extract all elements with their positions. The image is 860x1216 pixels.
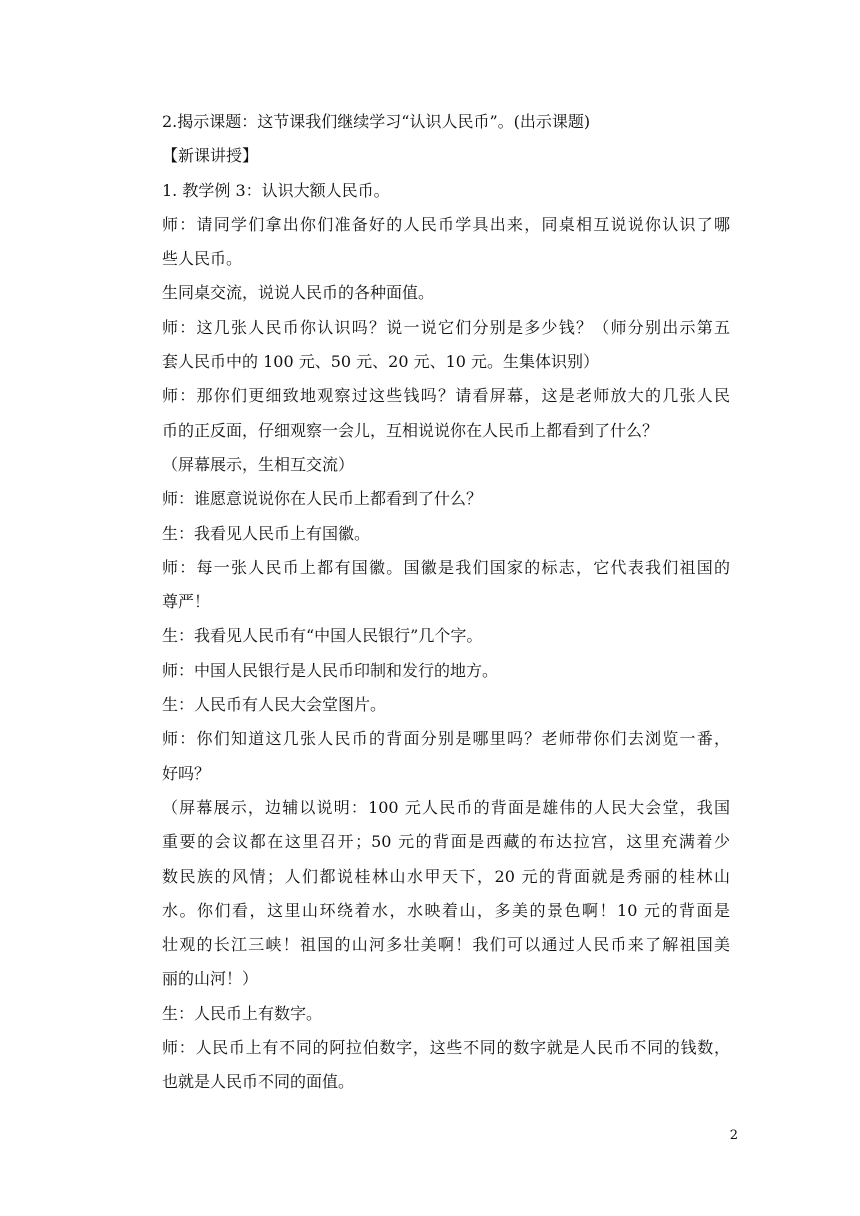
text-line: 水。你们看，这里山环绕着水，水映着山，多美的景色啊！10 元的背面是 [162,900,730,920]
text-line: 生：我看见人民币上有国徽。 [162,523,371,543]
text-line: 1. 教学例 3：认识大额人民币。 [162,180,390,200]
text-line: 尊严！ [162,592,211,612]
document-body [162,105,730,1100]
text-line: 丽的山河！） [162,969,259,989]
text-line: 也就是人民币不同的面值。 [162,1072,355,1092]
text-line: 师：人民币上有不同的阿拉伯数字，这些不同的数字就是人民币不同的钱数， [162,1038,730,1058]
text-line: 师：谁愿意说说你在人民币上都看到了什么？ [162,489,483,509]
text-line: 壮观的长江三峡！祖国的山河多壮美啊！我们可以通过人民币来了解祖国美 [162,935,730,955]
section-heading: 【新课讲授】 [162,146,259,166]
text-line: 生：我看见人民币有“中国人民银行”几个字。 [162,626,483,646]
text-line: 些人民币。 [162,249,243,269]
text-line: 生同桌交流，说说人民币的各种面值。 [162,283,435,303]
page-number: 2 [729,1128,738,1143]
text-line: 生：人民币有人民大会堂图片。 [162,695,387,715]
text-line: （屏幕展示，生相互交流） [162,454,355,474]
text-line: 好吗？ [162,763,211,783]
text-line: 重要的会议都在这里召开；50 元的背面是西藏的布达拉宫，这里充满着少 [162,832,730,852]
text-line: 师：每一张人民币上都有国徽。国徽是我们国家的标志，它代表我们祖国的 [162,557,730,577]
text-line: 生：人民币上有数字。 [162,1003,323,1023]
text-line: 师：那你们更细致地观察过这些钱吗？请看屏幕，这是老师放大的几张人民 [162,386,730,406]
text-line: 师：你们知道这几张人民币的背面分别是哪里吗？老师带你们去浏览一番， [162,729,730,749]
text-line: 币的正反面，仔细观察一会儿，互相说说你在人民币上都看到了什么？ [162,420,659,440]
text-line: （屏幕展示，边辅以说明：100 元人民币的背面是雄伟的人民大会堂，我国 [162,797,730,817]
text-line: 2.揭示课题：这节课我们继续学习“认识人民币”。(出示课题) [162,112,591,131]
text-line: 套人民币中的 100 元、50 元、20 元、10 元。生集体识别） [162,352,600,372]
text-line: 师：请同学们拿出你们准备好的人民币学具出来，同桌相互说说你认识了哪 [162,214,730,234]
text-line: 数民族的风情；人们都说桂林山水甲天下，20 元的背面就是秀丽的桂林山 [162,866,730,886]
text-line: 师：中国人民银行是人民币印制和发行的地方。 [162,660,499,680]
text-line: 师：这几张人民币你认识吗？说一说它们分别是多少钱？（师分别出示第五 [162,317,730,337]
